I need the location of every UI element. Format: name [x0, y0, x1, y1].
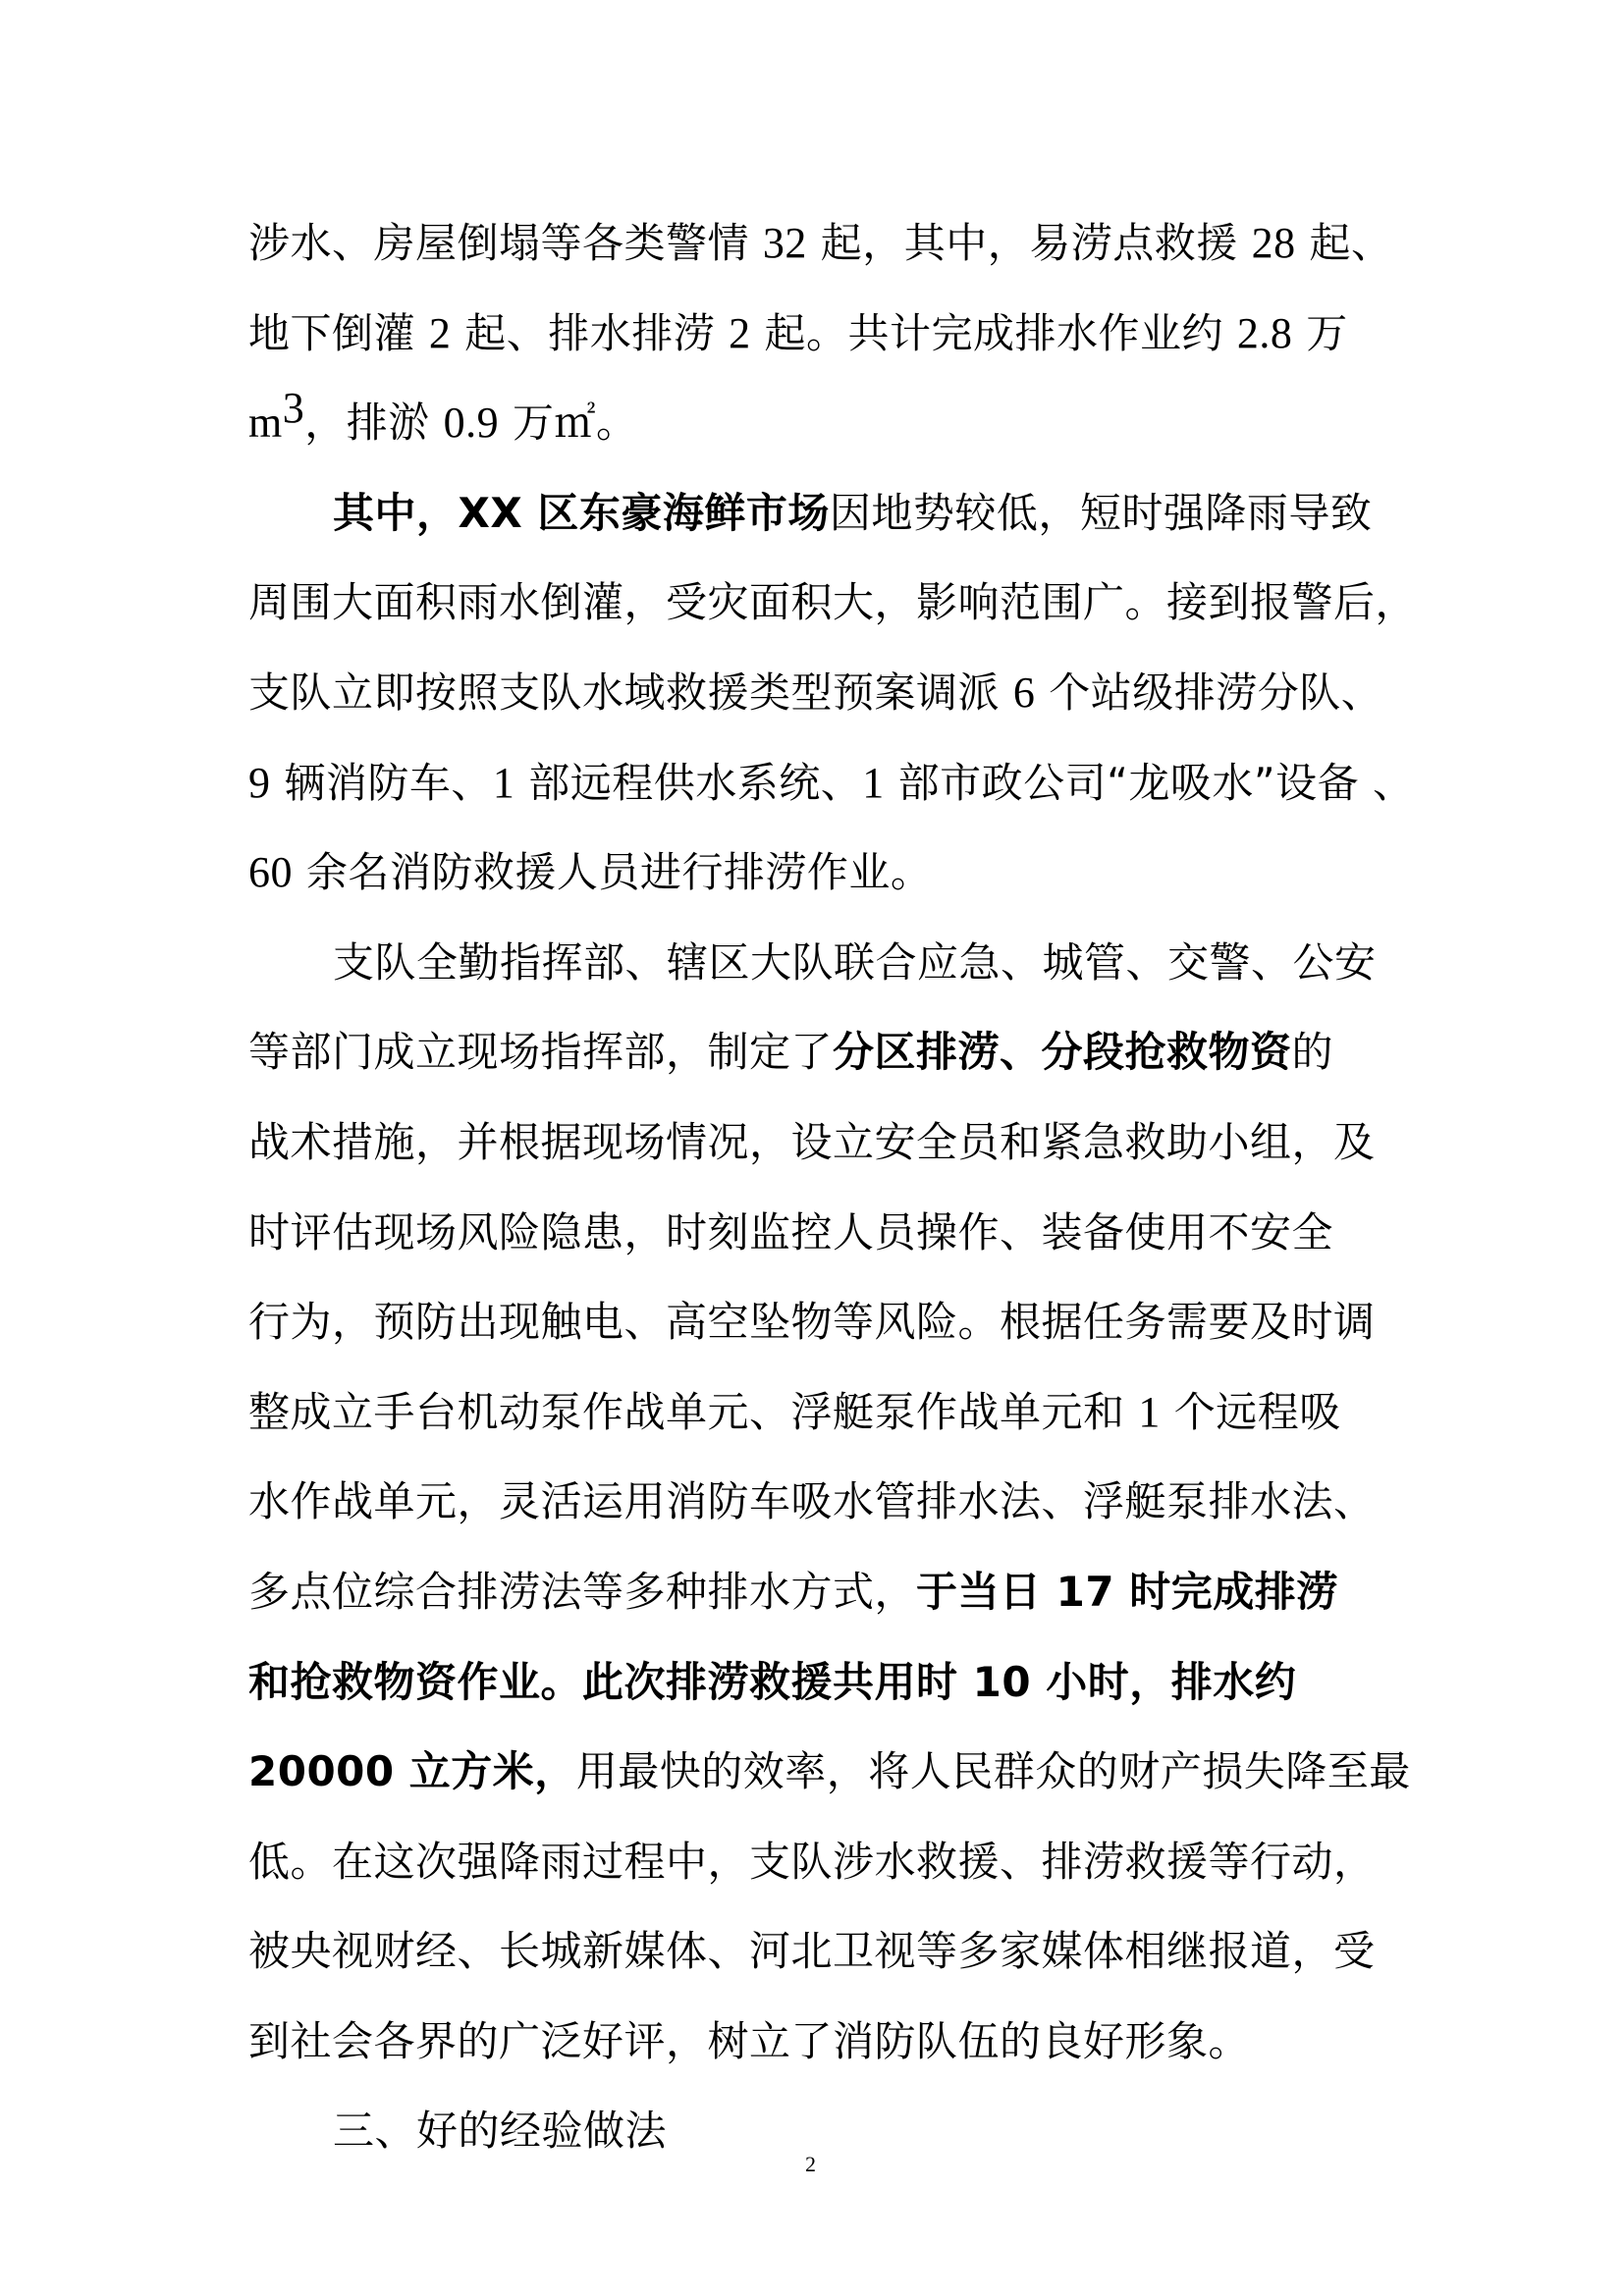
paragraph-1-line-3: [248, 384, 1422, 486]
paragraph-3-line-8: [248, 1565, 1422, 1655]
area-value: 0.9: [443, 399, 500, 448]
paragraph-3-line-3: [248, 1115, 1422, 1205]
text: 万㎡。: [512, 399, 638, 448]
paragraph-2-line-4: [248, 756, 1422, 846]
bold-result: 于当日 17 时完成排涝: [916, 1567, 1338, 1616]
text: 起、: [1309, 219, 1393, 267]
text: 涉水、房屋倒塌等各类警情: [248, 219, 750, 267]
unit-superscript: 3: [282, 384, 305, 433]
text: 因地势较低，短时强降雨导致: [829, 488, 1373, 537]
bold-tactic: 分区排涝、分段抢救物资: [833, 1028, 1292, 1077]
text: 周围大面积雨水倒灌，受灾面积大，影响范围广。接到报警后，: [248, 578, 1418, 627]
section-heading-3: [248, 2104, 1422, 2194]
paragraph-3-line-13: [248, 2014, 1422, 2105]
heading-text: 三、好的经验做法: [333, 2107, 668, 2156]
body-text: [248, 216, 1422, 2194]
page-number: 2: [805, 2152, 816, 2176]
paragraph-3-line-7: [248, 1474, 1422, 1565]
text: 起，其中，易涝点救援: [820, 219, 1238, 267]
text: 用最快的效率，将人民群众的财产损失降至最: [575, 1747, 1411, 1796]
text: 部市政公司“龙吸水”设备 、: [897, 758, 1415, 807]
text: 余名消防救援人员进行排涝作业。: [305, 848, 933, 897]
paragraph-3-line-9: [248, 1655, 1422, 1745]
count-value: 1: [492, 758, 515, 807]
paragraph-2-line-3: [248, 666, 1422, 756]
count-value: 1: [1138, 1387, 1161, 1436]
count-value: 2: [729, 308, 751, 357]
paragraph-2-line-1: [248, 486, 1422, 576]
count-value: 2: [428, 308, 452, 357]
paragraph-1-line-1: [248, 216, 1422, 306]
count-value: 1: [862, 758, 885, 807]
paragraph-3-line-5: [248, 1295, 1422, 1385]
text: 支队全勤指挥部、辖区大队联合应急、城管、交警、公安: [333, 937, 1377, 987]
text: 部远程供水系统、: [528, 758, 863, 807]
bold-result: 20000 立方米，: [248, 1747, 576, 1796]
paragraph-3-line-1: [248, 935, 1422, 1026]
text: 个远程吸: [1173, 1387, 1341, 1436]
paragraph-2-line-2: [248, 575, 1422, 666]
text: 时评估现场风险隐患，时刻监控人员操作、装备使用不安全: [248, 1207, 1334, 1256]
count-value: 28: [1251, 219, 1296, 267]
text: 战术措施，并根据现场情况，设立安全员和紧急救助小组，及: [248, 1117, 1376, 1166]
paragraph-3-line-10: [248, 1744, 1422, 1835]
count-value: 32: [762, 219, 807, 267]
text: 起。共计完成排水作业约: [764, 308, 1223, 357]
text: 等部门成立现场指挥部，制定了: [248, 1028, 834, 1077]
text: 水作战单元，灵活运用消防车吸水管排水法、浮艇泵排水法、: [248, 1477, 1376, 1526]
paragraph-3-line-11: [248, 1835, 1422, 1925]
paragraph-3-line-12: [248, 1924, 1422, 2014]
bold-result: 和抢救物资作业。此次排涝救援共用时 10 小时，排水约: [248, 1657, 1297, 1706]
text: 多点位综合排涝法等多种排水方式，: [248, 1567, 917, 1616]
text: ，排淤: [304, 399, 430, 448]
text: 地下倒灌: [248, 308, 416, 357]
text: 支队立即按照支队水域救援类型预案调派: [248, 667, 1001, 717]
text: 个站级排涝分队、: [1049, 667, 1383, 717]
volume-value: 2.8: [1236, 308, 1293, 357]
bold-location: 其中，XX 区东豪海鲜市场: [333, 488, 830, 537]
text: 到社会各界的广泛好评，树立了消防队伍的良好形象。: [248, 2016, 1251, 2065]
text: 万: [1306, 308, 1348, 357]
text: 行为，预防出现触电、高空坠物等风险。根据任务需要及时调: [248, 1298, 1376, 1347]
text: 被央视财经、长城新媒体、河北卫视等多家媒体相继报道，受: [248, 1927, 1376, 1976]
text: 辆消防车、: [284, 758, 493, 807]
text: 起、排水排涝: [464, 308, 716, 357]
count-value: 60: [248, 848, 293, 897]
count-value: 9: [248, 758, 271, 807]
paragraph-1-line-2: [248, 306, 1422, 397]
text: 整成立手台机动泵作战单元、浮艇泵作战单元和: [248, 1387, 1125, 1436]
paragraph-3-line-2: [248, 1025, 1422, 1115]
text: 低。在这次强降雨过程中，支队涉水救援、排涝救援等行动，: [248, 1837, 1376, 1886]
unit: m: [248, 399, 283, 448]
text: 的: [1291, 1028, 1334, 1077]
paragraph-3-line-6: [248, 1385, 1422, 1475]
paragraph-3-line-4: [248, 1205, 1422, 1296]
count-value: 6: [1012, 667, 1036, 717]
paragraph-2-line-5: [248, 845, 1422, 935]
